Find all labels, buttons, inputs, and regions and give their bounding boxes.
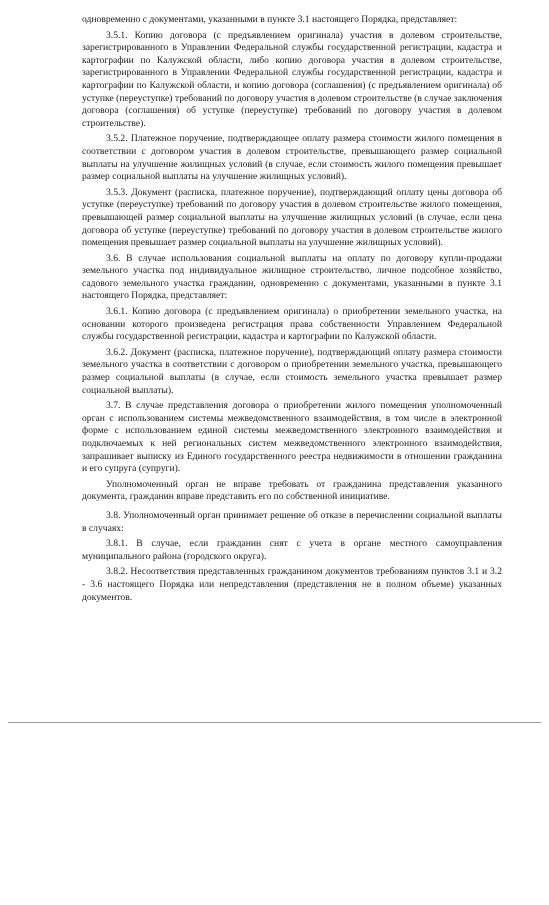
paragraph-3-5-1: 3.5.1. Копию договора (с предъявлением оригинала) участия в долевом строительстве, зарегистрированного в Управлении Федеральной службы государственной регистрации, кадастра и картографии по Калужской области, либо копию договора участия в долевом строительстве, зарегистрированного в Управлении Федеральной службы государственной регистрации, кадастра и картографии по Калужской области, и копию договора (соглашения) (с предъявлением оригинала) об уступке (переуступке) требований по договору участия в долевом строительстве (в случае заключения договора (соглашения) об уступке (переуступке) требований по договору участия в долевом строительстве). (82, 29, 502, 129)
paragraph-3-6-1: 3.6.1. Копию договора (с предъявлением оригинала) о приобретении земельного участка, на основании которого произведена регистрация права собственности Управлением Федеральной службы государственной регистрации, кадастра и картографии по Калужской области. (82, 306, 502, 343)
page-bottom-rule (8, 722, 541, 723)
paragraph-3-8-1: 3.8.1. В случае, если гражданин снят с учета в органе местного самоуправления муниципального района (городского округа). (82, 538, 502, 562)
paragraph-intro: одновременно с документами, указанными в пункте 3.1 настоящего Порядка, представляет: (82, 14, 458, 25)
paragraph-3-8-2: 3.8.2. Несоответствия представленных гражданином документов требованиям пунктов 3.1 и 3.2 - 3.6 настоящего Порядка или непредставления (представления не в полном объеме) указанных документов. (82, 566, 502, 603)
paragraph-3-6: 3.6. В случае использования социальной выплаты на оплату по договору купли-продажи земельного участка под индивидуальное жилищное строительство, личное подсобное хозяйство, садового земельного участка гражданин, одновременно с документами, указанными в пункте 3.1 настоящего Порядка, представляет: (82, 252, 502, 302)
document-page (82, 14, 502, 607)
paragraph-3-7: 3.7. В случае представления договора о приобретении жилого помещения уполномоченный орган с использованием системы межведомственного взаимодействия, в том числе в электронной форме с использованием единой системы межведомственного электронного взаимодействия и подключаемых к ней региональных систем межведомственного электронного взаимодействия, запрашивает выписку из Единого государственного реестра недвижимости в отношении гражданина и его супруга (супруги). (82, 400, 502, 475)
paragraph-3-5-2: 3.5.2. Платежное поручение, подтверждающее оплату размера стоимости жилого помещения в соответствии с договором участия в долевом строительстве, превышающего размер социальной выплаты на улучшение жилищных условий (в случае, если стоимость жилого помещения превышает размер социальной выплаты на улучшение жилищных условий). (82, 133, 502, 183)
paragraph-3-6-2: 3.6.2. Документ (расписка, платежное поручение), подтверждающий оплату размера стоимости земельного участка в соответствии с договором о приобретении земельного участка, превышающего размер социальной выплаты (в случае, если стоимость земельного участка превышает размер социальной выплаты). (82, 346, 502, 396)
paragraph-authority-note: Уполномоченный орган не вправе требовать от гражданина представления указанного документа, гражданин вправе представить его по собственной инициативе. (82, 478, 502, 503)
paragraph-3-5-3: 3.5.3. Документ (расписка, платежное поручение), подтверждающий оплату цены договора об уступке (переуступке) требований по договору участия в долевом строительстве жилого помещения, превышающей размер социальной выплаты на улучшение жилищных условий (в случае, если цена договора об уступке (переуступке) требований по договору участия в долевом строительстве жилого помещения превышает размер социальной выплаты на улучшение жилищных условий). (82, 186, 502, 249)
paragraph-3-8: 3.8. Уполномоченный орган принимает решение об отказе в перечислении социальной выплаты в случаях: (82, 509, 502, 534)
